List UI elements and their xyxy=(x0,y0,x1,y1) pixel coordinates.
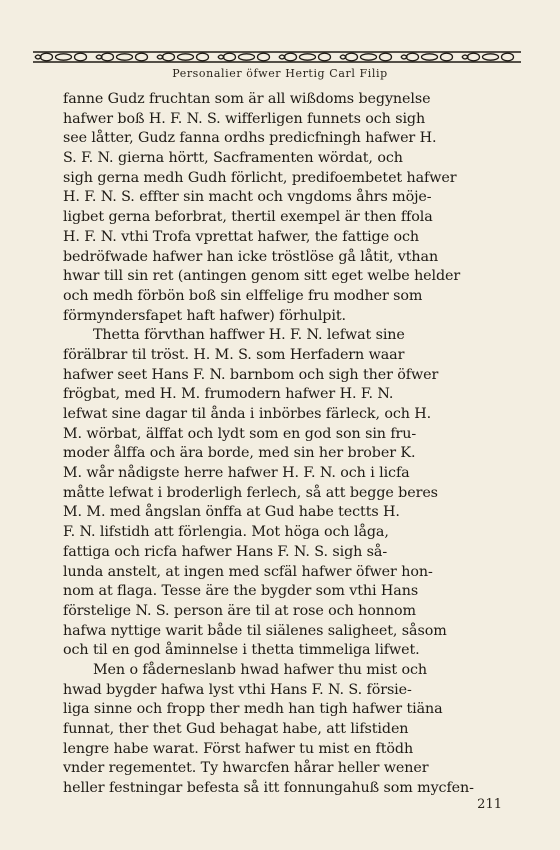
running-head: Personalier öfwer Hertig Carl Filip xyxy=(172,67,388,80)
text-line: Thetta förvthan haffwer H. F. N. lefwat sine xyxy=(93,327,405,344)
text-line: fattiga och ricfa hafwer Hans F. N. S. sigh så- xyxy=(63,543,388,560)
ornament-oval xyxy=(117,54,133,60)
ornament-loop xyxy=(407,53,419,61)
text-line: Men o fåderneslanb hwad hafwer thu mist och xyxy=(93,661,428,678)
page-number: 211 xyxy=(477,797,502,812)
ornament-oval xyxy=(178,54,194,60)
ornament-oval xyxy=(300,54,316,60)
text-line: frögbat, med H. M. frumodern hafwer H. F. N. xyxy=(63,386,394,403)
ornament-loop xyxy=(75,53,87,61)
text-line: hafwa nyttige warit både til siälenes saligheet, såsom xyxy=(63,622,447,639)
text-line: sigh gerna medh Gudh förlicht, predifoembetet hafwer xyxy=(63,169,457,186)
ornamental-header-band xyxy=(33,50,521,64)
text-line: M. wår nådigste herre hafwer H. F. N. och i licfa xyxy=(63,465,410,482)
ornament-loop xyxy=(468,53,480,61)
text-line: H. F. N. S. effter sin macht och vngdoms åhrs möje- xyxy=(63,189,432,206)
body-text xyxy=(63,90,503,799)
ornament-loop xyxy=(197,53,209,61)
text-line: hafwer seet Hans F. N. barnbom och sigh ther öfwer xyxy=(63,366,439,383)
text-line: hwar till sin ret (antingen genom sitt eget welbe helder xyxy=(63,268,461,285)
text-line: hwad bygder hafwa lyst vthi Hans F. N. S. försie- xyxy=(63,681,412,698)
text-line: måtte lefwat i broderligh ferlech, så att begge beres xyxy=(63,484,438,501)
ornament-loop xyxy=(136,53,148,61)
text-line: förstelige N. S. person äre til at rose och honnom xyxy=(63,602,416,619)
text-line: F. N. lifstidh att förlengia. Mot höga och låga, xyxy=(63,524,389,541)
ornament-loop xyxy=(346,53,358,61)
text-line: och til en god åminnelse i thetta timmeliga lifwet. xyxy=(63,642,420,659)
text-line: M. M. med ångslan önffa at Gud habe tectts H. xyxy=(63,504,400,521)
ornament-loop xyxy=(502,53,514,61)
text-line: nom at flaga. Tesse äre the bygder som vthi Hans xyxy=(63,583,419,600)
text-line: och medh förbön boß sin elffelige fru modher som xyxy=(63,287,423,304)
ornament-loop xyxy=(102,53,114,61)
text-line: fanne Gudz fruchtan som är all wißdoms begynelse xyxy=(63,91,431,107)
text-line: bedröfwade hafwer han icke tröstlöse gå låtit, vthan xyxy=(63,248,439,265)
ornament-loop xyxy=(285,53,297,61)
ornament-oval xyxy=(422,54,438,60)
text-line: see låtter, Gudz fanna ordhs predicfningh hafwer H. xyxy=(63,130,437,147)
ornament-oval xyxy=(56,54,72,60)
text-line: vnder regementet. Ty hwarcfen hårar heller wener xyxy=(63,760,429,777)
ornament-loop xyxy=(258,53,270,61)
ornament-oval xyxy=(361,54,377,60)
ornament-loop xyxy=(163,53,175,61)
text-line: funnat, ther thet Gud behagat habe, att lifstiden xyxy=(63,721,409,737)
ornament-oval xyxy=(239,54,255,60)
text-line: lengre habe warat. Först hafwer tu mist en ftödh xyxy=(63,740,414,757)
text-line: liga sinne och fropp ther medh han tigh hafwer tiäna xyxy=(63,701,443,718)
text-line: M. wörbat, älffat och lydt som en god son sin fru- xyxy=(63,425,417,442)
ornament-oval xyxy=(483,54,499,60)
text-line: H. F. N. vthi Trofa vprettat hafwer, the fattige och xyxy=(63,228,420,245)
text-line: förmyndersfapet haft hafwer) förhulpit. xyxy=(63,307,346,324)
text-line: förälbrar til tröst. H. M. S. som Herfadern waar xyxy=(63,346,405,363)
ornament-loop xyxy=(380,53,392,61)
text-line: S. F. N. gierna hörtt, Sacframenten wördat, och xyxy=(63,150,403,167)
text-line: lefwat sine dagar til ånda i inbörbes färleck, och H. xyxy=(63,406,432,422)
text-line: moder ålffa och ära borde, med sin her brober K. xyxy=(63,445,416,462)
text-line: heller festningar befesta så itt fonnungahuß som mycfen- xyxy=(63,780,474,797)
ornament-loop xyxy=(441,53,453,61)
ornament-loop xyxy=(224,53,236,61)
text-line: ligbet gerna beforbrat, thertil exempel är then ffola xyxy=(63,209,433,226)
text-line: lunda anstelt, at ingen med scfäl hafwer öfwer hon- xyxy=(63,563,433,580)
ornament-loop xyxy=(319,53,331,61)
ornament-loop xyxy=(41,53,53,61)
text-line: hafwer boß H. F. N. S. wifferligen funnets och sigh xyxy=(63,110,426,127)
